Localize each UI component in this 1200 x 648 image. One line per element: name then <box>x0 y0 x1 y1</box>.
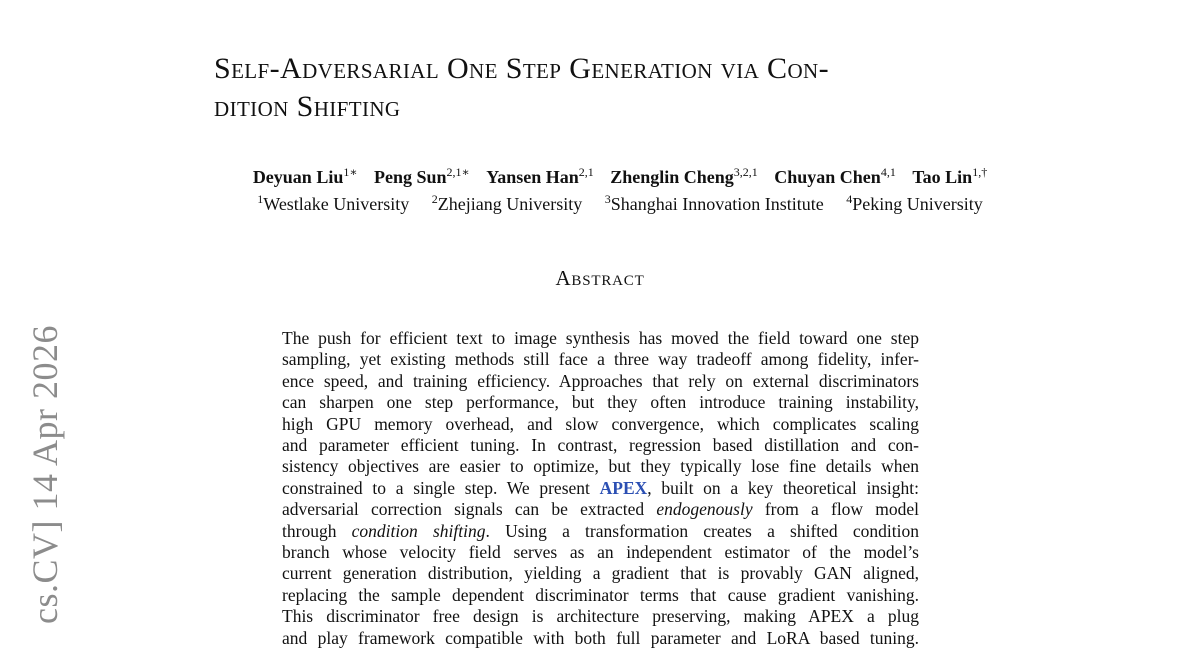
author-name: Chuyan Chen <box>774 167 881 187</box>
author <box>374 167 470 187</box>
affiliation-name: Westlake University <box>263 194 410 214</box>
author <box>774 167 896 187</box>
author-name: Yansen Han <box>486 167 579 187</box>
abstract-text: can sharpen one step performance, but they often introduce training instability, <box>282 392 919 413</box>
abstract-heading: Abstract <box>555 266 645 290</box>
affiliation <box>432 194 582 214</box>
affiliation-list <box>0 187 1200 216</box>
abstract-line <box>282 435 919 456</box>
author-name: Zhenglin Cheng <box>610 167 734 187</box>
abstract-text: branch whose velocity field serves as an independent estimator of the model’s <box>282 542 919 563</box>
author-name: Peng Sun <box>374 167 447 187</box>
author-affil-mark: 2,1 <box>578 165 594 179</box>
abstract-line <box>282 392 919 413</box>
author <box>253 167 358 187</box>
abstract-line <box>282 585 919 606</box>
abstract-line <box>282 414 919 435</box>
affiliation-mark: 3 <box>604 192 611 206</box>
abstract-text: through <box>282 520 352 541</box>
abstract-text: This discriminator free design is architecture preserving, making APEX a plug <box>282 606 919 627</box>
author <box>912 167 987 187</box>
affiliation-name: Peking University <box>852 194 983 214</box>
emphasized-text: condition shifting <box>351 520 486 541</box>
title-line-2: dition Shifting <box>214 90 401 123</box>
abstract-text: from a flow model <box>752 499 919 520</box>
author-affil-mark: 4,1 <box>880 165 896 179</box>
abstract-line <box>282 349 919 370</box>
author-name: Tao Lin <box>912 167 973 187</box>
apex-link[interactable]: APEX <box>599 477 648 498</box>
affiliation-name: Shanghai Innovation Institute <box>610 194 824 214</box>
abstract-text: and play framework compatible with both full parameter and LoRA based tuning. <box>282 627 919 648</box>
author-affil-mark: 3,2,1 <box>733 165 758 179</box>
abstract-line <box>282 542 919 563</box>
emphasized-text: endogenously <box>656 499 753 520</box>
abstract-line <box>282 478 919 499</box>
abstract-text: and parameter efficient tuning. In contrast, regression based distillation and con- <box>282 435 919 456</box>
author-affil-mark: 1,† <box>972 165 988 179</box>
abstract-text: replacing the sample dependent discriminator terms that cause gradient vanishing. <box>282 584 919 605</box>
abstract-line <box>282 521 919 542</box>
abstract-text: The push for efficient text to image synthesis has moved the field toward one step <box>282 328 919 348</box>
abstract-text: ence speed, and training efficiency. Approaches that rely on external discriminators <box>282 370 919 391</box>
abstract-line <box>282 371 919 392</box>
arxiv-side-stamp: cs.CV] 14 Apr 2026 <box>25 325 65 624</box>
author-affil-mark: 1∗ <box>343 165 358 179</box>
abstract-line <box>282 456 919 477</box>
affiliation <box>846 194 983 214</box>
abstract-line <box>282 563 919 584</box>
abstract-text: sampling, yet existing methods still face a three way tradeoff among fidelity, infer- <box>282 349 919 370</box>
affiliation-mark: 4 <box>846 192 853 206</box>
affiliation-name: Zhejiang University <box>437 194 583 214</box>
abstract-text: high GPU memory overhead, and slow convergence, which complicates scaling <box>282 413 919 434</box>
affiliation-mark: 1 <box>257 192 264 206</box>
abstract-line <box>282 606 919 627</box>
author <box>610 167 758 187</box>
abstract-text: . Using a transformation creates a shifted condition <box>485 520 919 541</box>
author-affil-mark: 2,1∗ <box>446 165 470 179</box>
affiliation <box>257 194 409 214</box>
author-list <box>0 160 1200 189</box>
title-line-1: Self-Adversarial One Step Generation via Con- <box>214 52 829 85</box>
affiliation <box>605 194 824 214</box>
abstract-text: adversarial correction signals can be extracted <box>282 499 657 520</box>
abstract-text: constrained to a single step. We present <box>282 477 600 498</box>
abstract-body <box>282 328 919 648</box>
abstract-line <box>282 499 919 520</box>
author <box>486 167 594 187</box>
abstract-text: , built on a key theoretical insight: <box>647 477 919 498</box>
author-name: Deyuan Liu <box>252 167 344 187</box>
abstract-text: sistency objectives are easier to optimize, but they typically lose fine details when <box>282 456 919 477</box>
abstract-line <box>282 328 919 349</box>
affiliation-mark: 2 <box>431 192 438 206</box>
abstract-text: current generation distribution, yielding a gradient that is provably GAN aligned, <box>282 563 919 584</box>
paper-title <box>214 50 1034 126</box>
abstract-line <box>282 628 919 648</box>
